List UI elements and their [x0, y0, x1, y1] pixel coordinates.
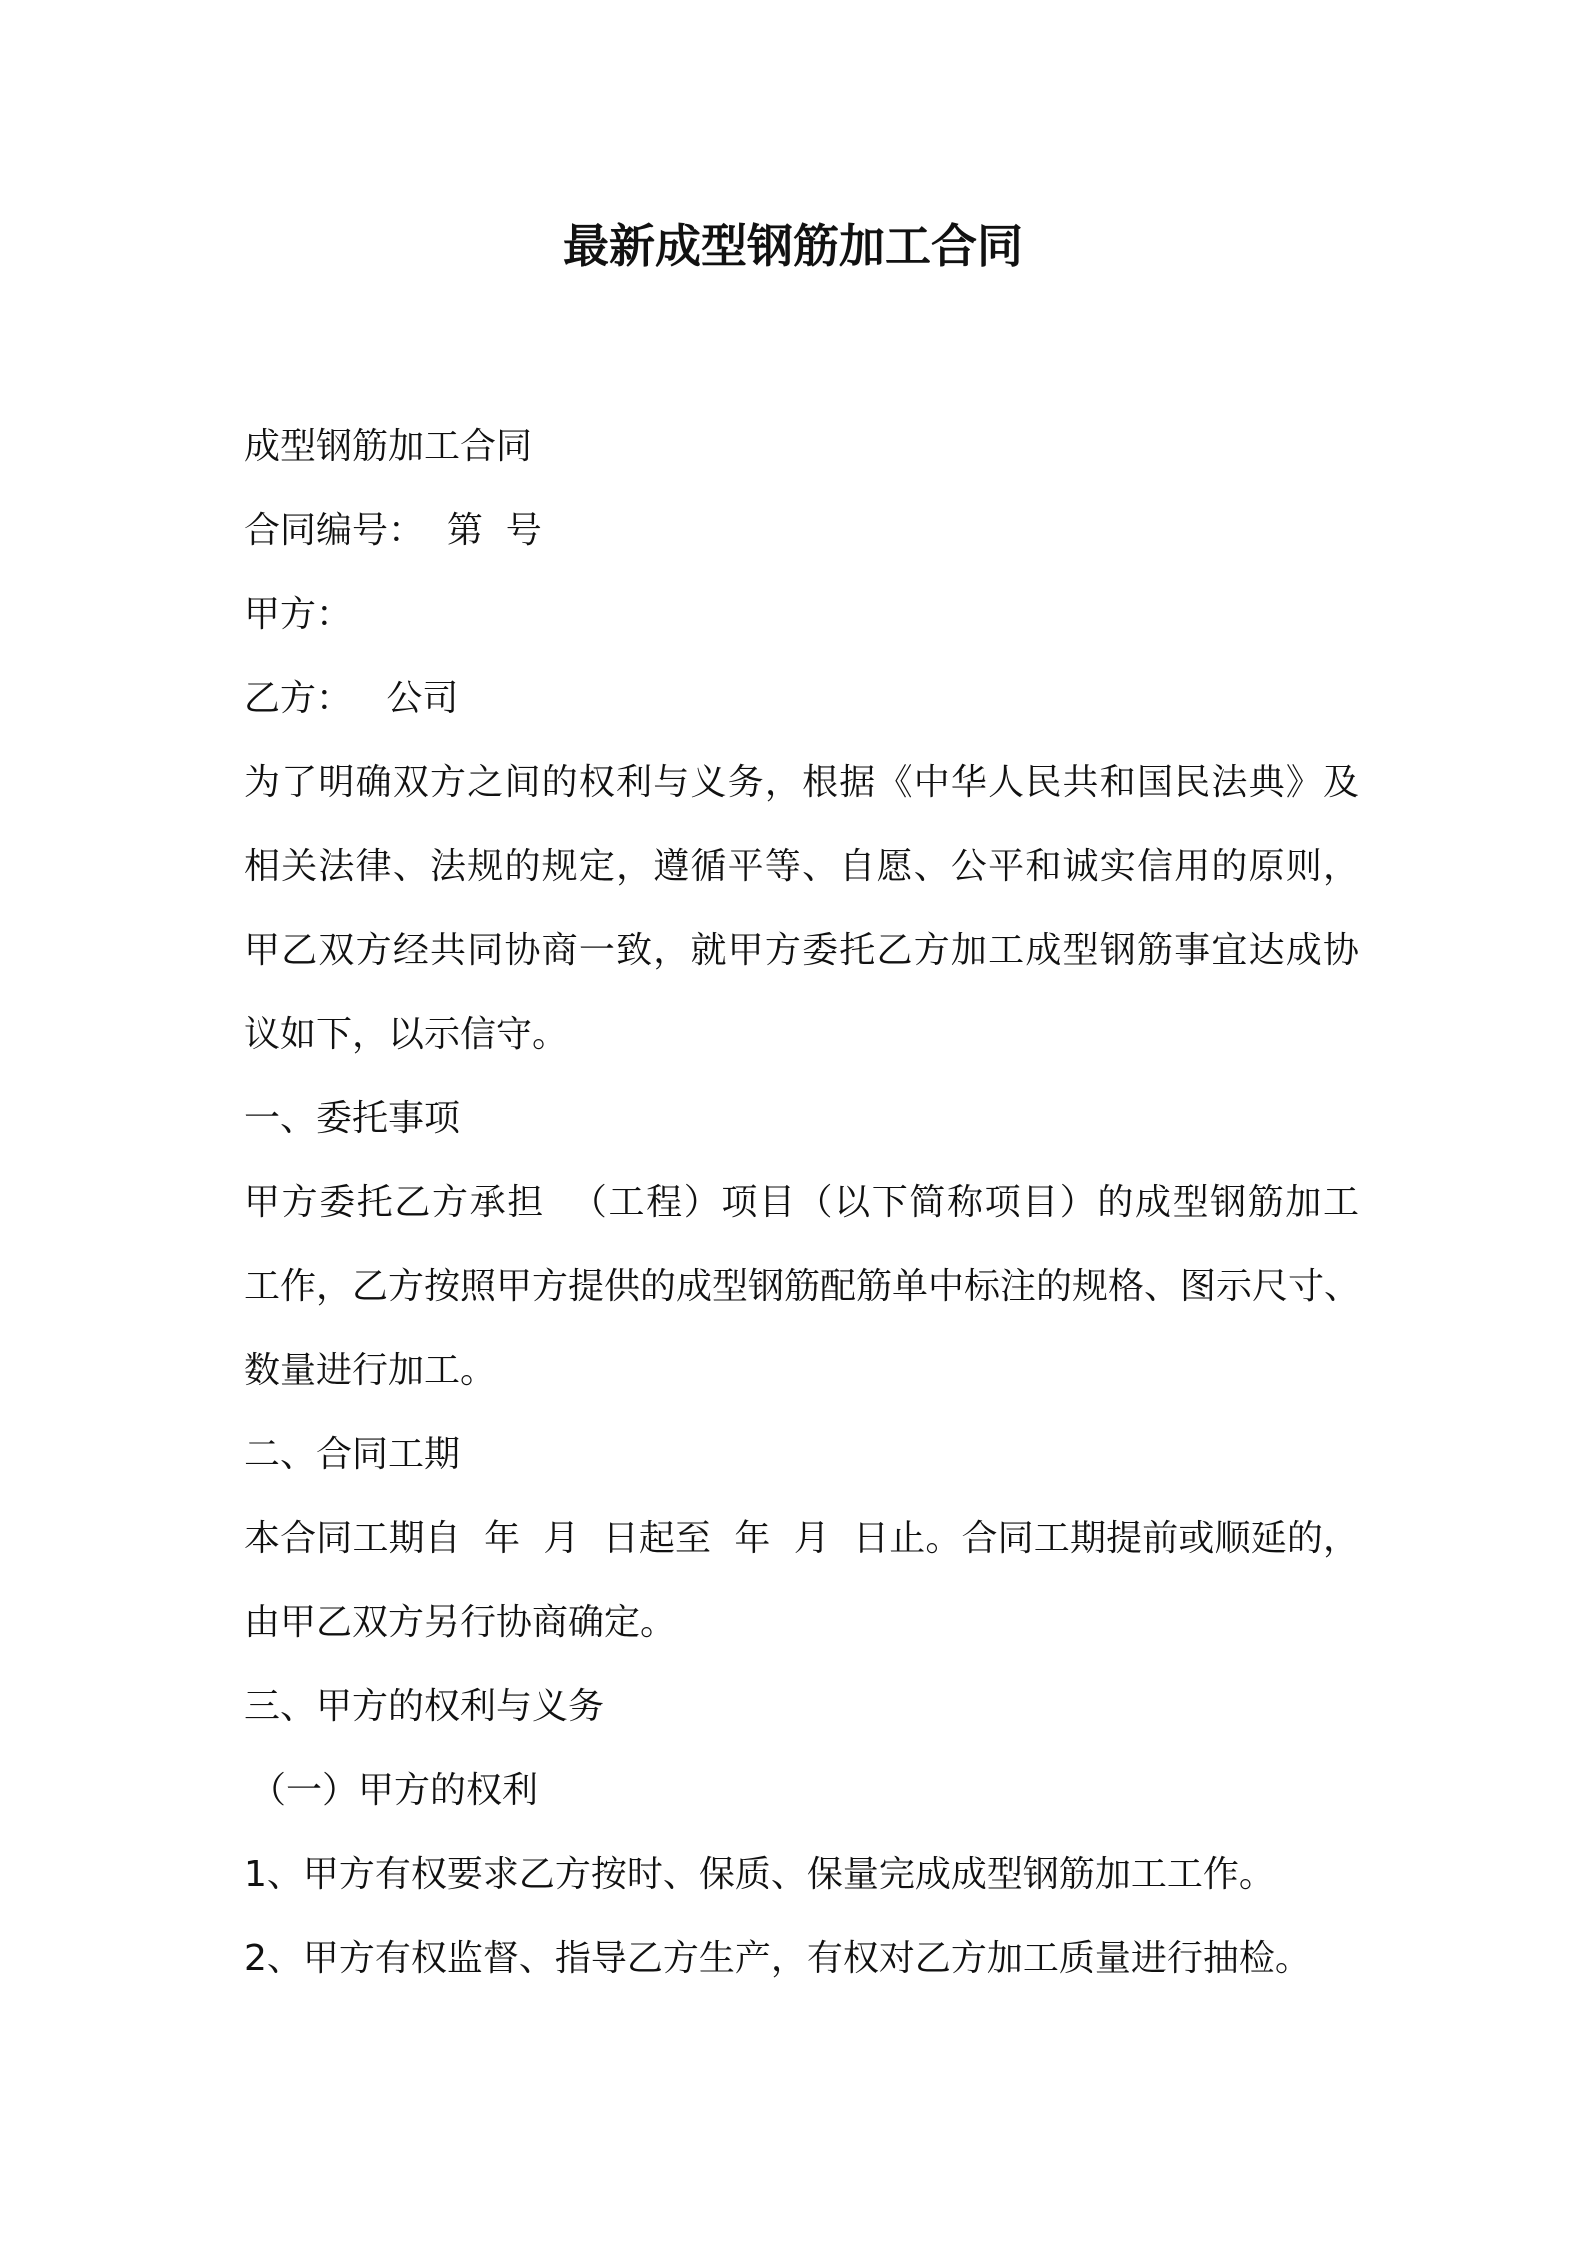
section-1-line-1: 甲方委托乙方承担 （工程）项目（以下简称项目）的成型钢筋加工 [244, 1182, 1359, 1223]
document-title: 最新成型钢筋加工合同 [563, 219, 1023, 273]
subsection-heading-3-1: （一）甲方的权利 [250, 1770, 539, 1811]
section-2-line-2: 由甲乙双方另行协商确定。 [244, 1602, 677, 1643]
section-heading-2: 二、合同工期 [244, 1434, 461, 1475]
section-1-line-3: 数量进行加工。 [244, 1350, 497, 1391]
contract-number-line: 合同编号： 第 号 [244, 510, 542, 551]
preamble-line-1: 为了明确双方之间的权利与义务，根据《中华人民共和国民法典》及 [244, 762, 1359, 803]
party-a-line: 甲方： [244, 594, 353, 635]
section-1-line-2: 工作，乙方按照甲方提供的成型钢筋配筋单中标注的规格、图示尺寸、 [244, 1266, 1361, 1307]
contract-subtitle: 成型钢筋加工合同 [244, 426, 533, 467]
clause-3-1-2: 2、甲方有权监督、指导乙方生产，有权对乙方加工质量进行抽检。 [244, 1938, 1311, 1979]
preamble-line-2: 相关法律、法规的规定，遵循平等、自愿、公平和诚实信用的原则， [244, 846, 1359, 887]
party-b-line: 乙方： 公司 [244, 678, 459, 719]
preamble-line-3: 甲乙双方经共同协商一致，就甲方委托乙方加工成型钢筋事宜达成协 [244, 930, 1359, 971]
section-heading-3: 三、甲方的权利与义务 [244, 1686, 605, 1727]
section-heading-1: 一、委托事项 [244, 1098, 461, 1139]
preamble-line-4: 议如下，以示信守。 [244, 1014, 569, 1055]
section-2-line-1: 本合同工期自 年 月 日起至 年 月 日止。合同工期提前或顺延的， [244, 1518, 1359, 1559]
clause-3-1-1: 1、甲方有权要求乙方按时、保质、保量完成成型钢筋加工工作。 [244, 1854, 1275, 1895]
contract-body [244, 405, 1359, 2001]
